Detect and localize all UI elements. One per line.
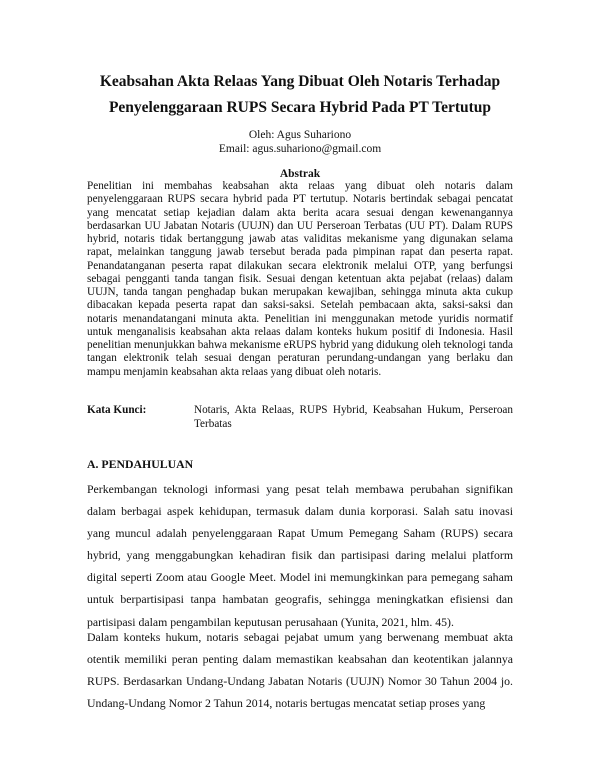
author-email: Email: agus.suhariono@gmail.com — [218, 143, 382, 155]
abstract-text: Penelitian ini membahas keabsahan akta relaas yang dibuat oleh notaris dalam penyelenggaraan RUPS secara hybrid pada PT tertutup. Notaris bertindak sebagai pencatat yang mencatat setiap kejadian dalam akta berita acara sesuai dengan kewenangannya berdasarkan UU Jabatan Notaris (UUJN) dan UU Perseroan Terbatas (UU PT). Dalam RUPS hybrid, notaris tidak bertanggung jawab atas validitas mekanisme yang digunakan selama rapat, melainkan tanggung jawab tersebut berada pada pimpinan rapat dan peserta rapat. Penandatanganan peserta rapat dilakukan secara elektronik melalui OTP, yang berfungsi sebagai pengganti tanda tangan fisik. Sesuai dengan ketentuan akta pejabat (relaas) dalam UUJN, tanda tangan penghadap bukan merupakan kewajiban, sehingga minuta akta cukup dibacakan kepada peserta rapat dan saksi-saksi. Setelah pembacaan akta, saksi-saksi dan notaris menandatangani minuta akta. Penelitian ini menggunakan metode yuridis normatif untuk menganalisis keabsahan akta relaas dalam konteks hukum positif di Indonesia. Hasil penelitian menunjukkan bahwa mekanisme eRUPS hybrid yang didukung oleh teknologi tanda tangan elektronik telah sesuai dengan peraturan perundang-undangan yang berlaku dan mampu menjamin keabsahan akta relaas yang dibuat oleh notaris. — [87, 180, 513, 378]
keywords-label: Kata Kunci: — [87, 404, 147, 416]
paper-title-line-2: Penyelenggaraan RUPS Secara Hybrid Pada PT Tertutup — [108, 99, 492, 116]
intro-paragraph-2: Dalam konteks hukum, notaris sebagai pejabat umum yang berwenang membuat akta otentik memiliki peran penting dalam memastikan keabsahan dan keotentikan jalannya RUPS. Berdasarkan Undang-Undang Jabatan Notaris (UUJN) Nomor 30 Tahun 2004 jo. Undang-Undang Nomor 2 Tahun 2014, notaris bertugas mencatat setiap proses yang — [87, 630, 513, 711]
keywords-text: Notaris, Akta Relaas, RUPS Hybrid, Keabsahan Hukum, Perseroan Terbatas — [194, 404, 513, 430]
intro-paragraph-1: Perkembangan teknologi informasi yang pesat telah membawa perubahan signifikan dalam berbagai aspek kehidupan, termasuk dalam dunia korporasi. Salah satu inovasi yang muncul adalah penyelenggaraan Rapat Umum Pemegang Saham (RUPS) secara hybrid, yang menggabungkan kehadiran fisik dan partisipasi daring melalui platform digital seperti Zoom atau Google Meet. Model ini memungkinkan para pemegang saham untuk berpartisipasi tanpa hambatan geografis, sehingga meningkatkan efisiensi dan partisipasi dalam pengambilan keputusan perusahaan (Yunita, 2021, hlm. 45). — [87, 482, 513, 629]
section-heading: A. PENDAHULUAN — [87, 457, 194, 471]
keywords-row — [87, 404, 513, 431]
author-line: Oleh: Agus Suhariono — [248, 129, 352, 141]
abstract-heading: Abstrak — [279, 168, 321, 180]
paper-title-line-1: Keabsahan Akta Relaas Yang Dibuat Oleh Notaris Terhadap — [99, 73, 501, 90]
